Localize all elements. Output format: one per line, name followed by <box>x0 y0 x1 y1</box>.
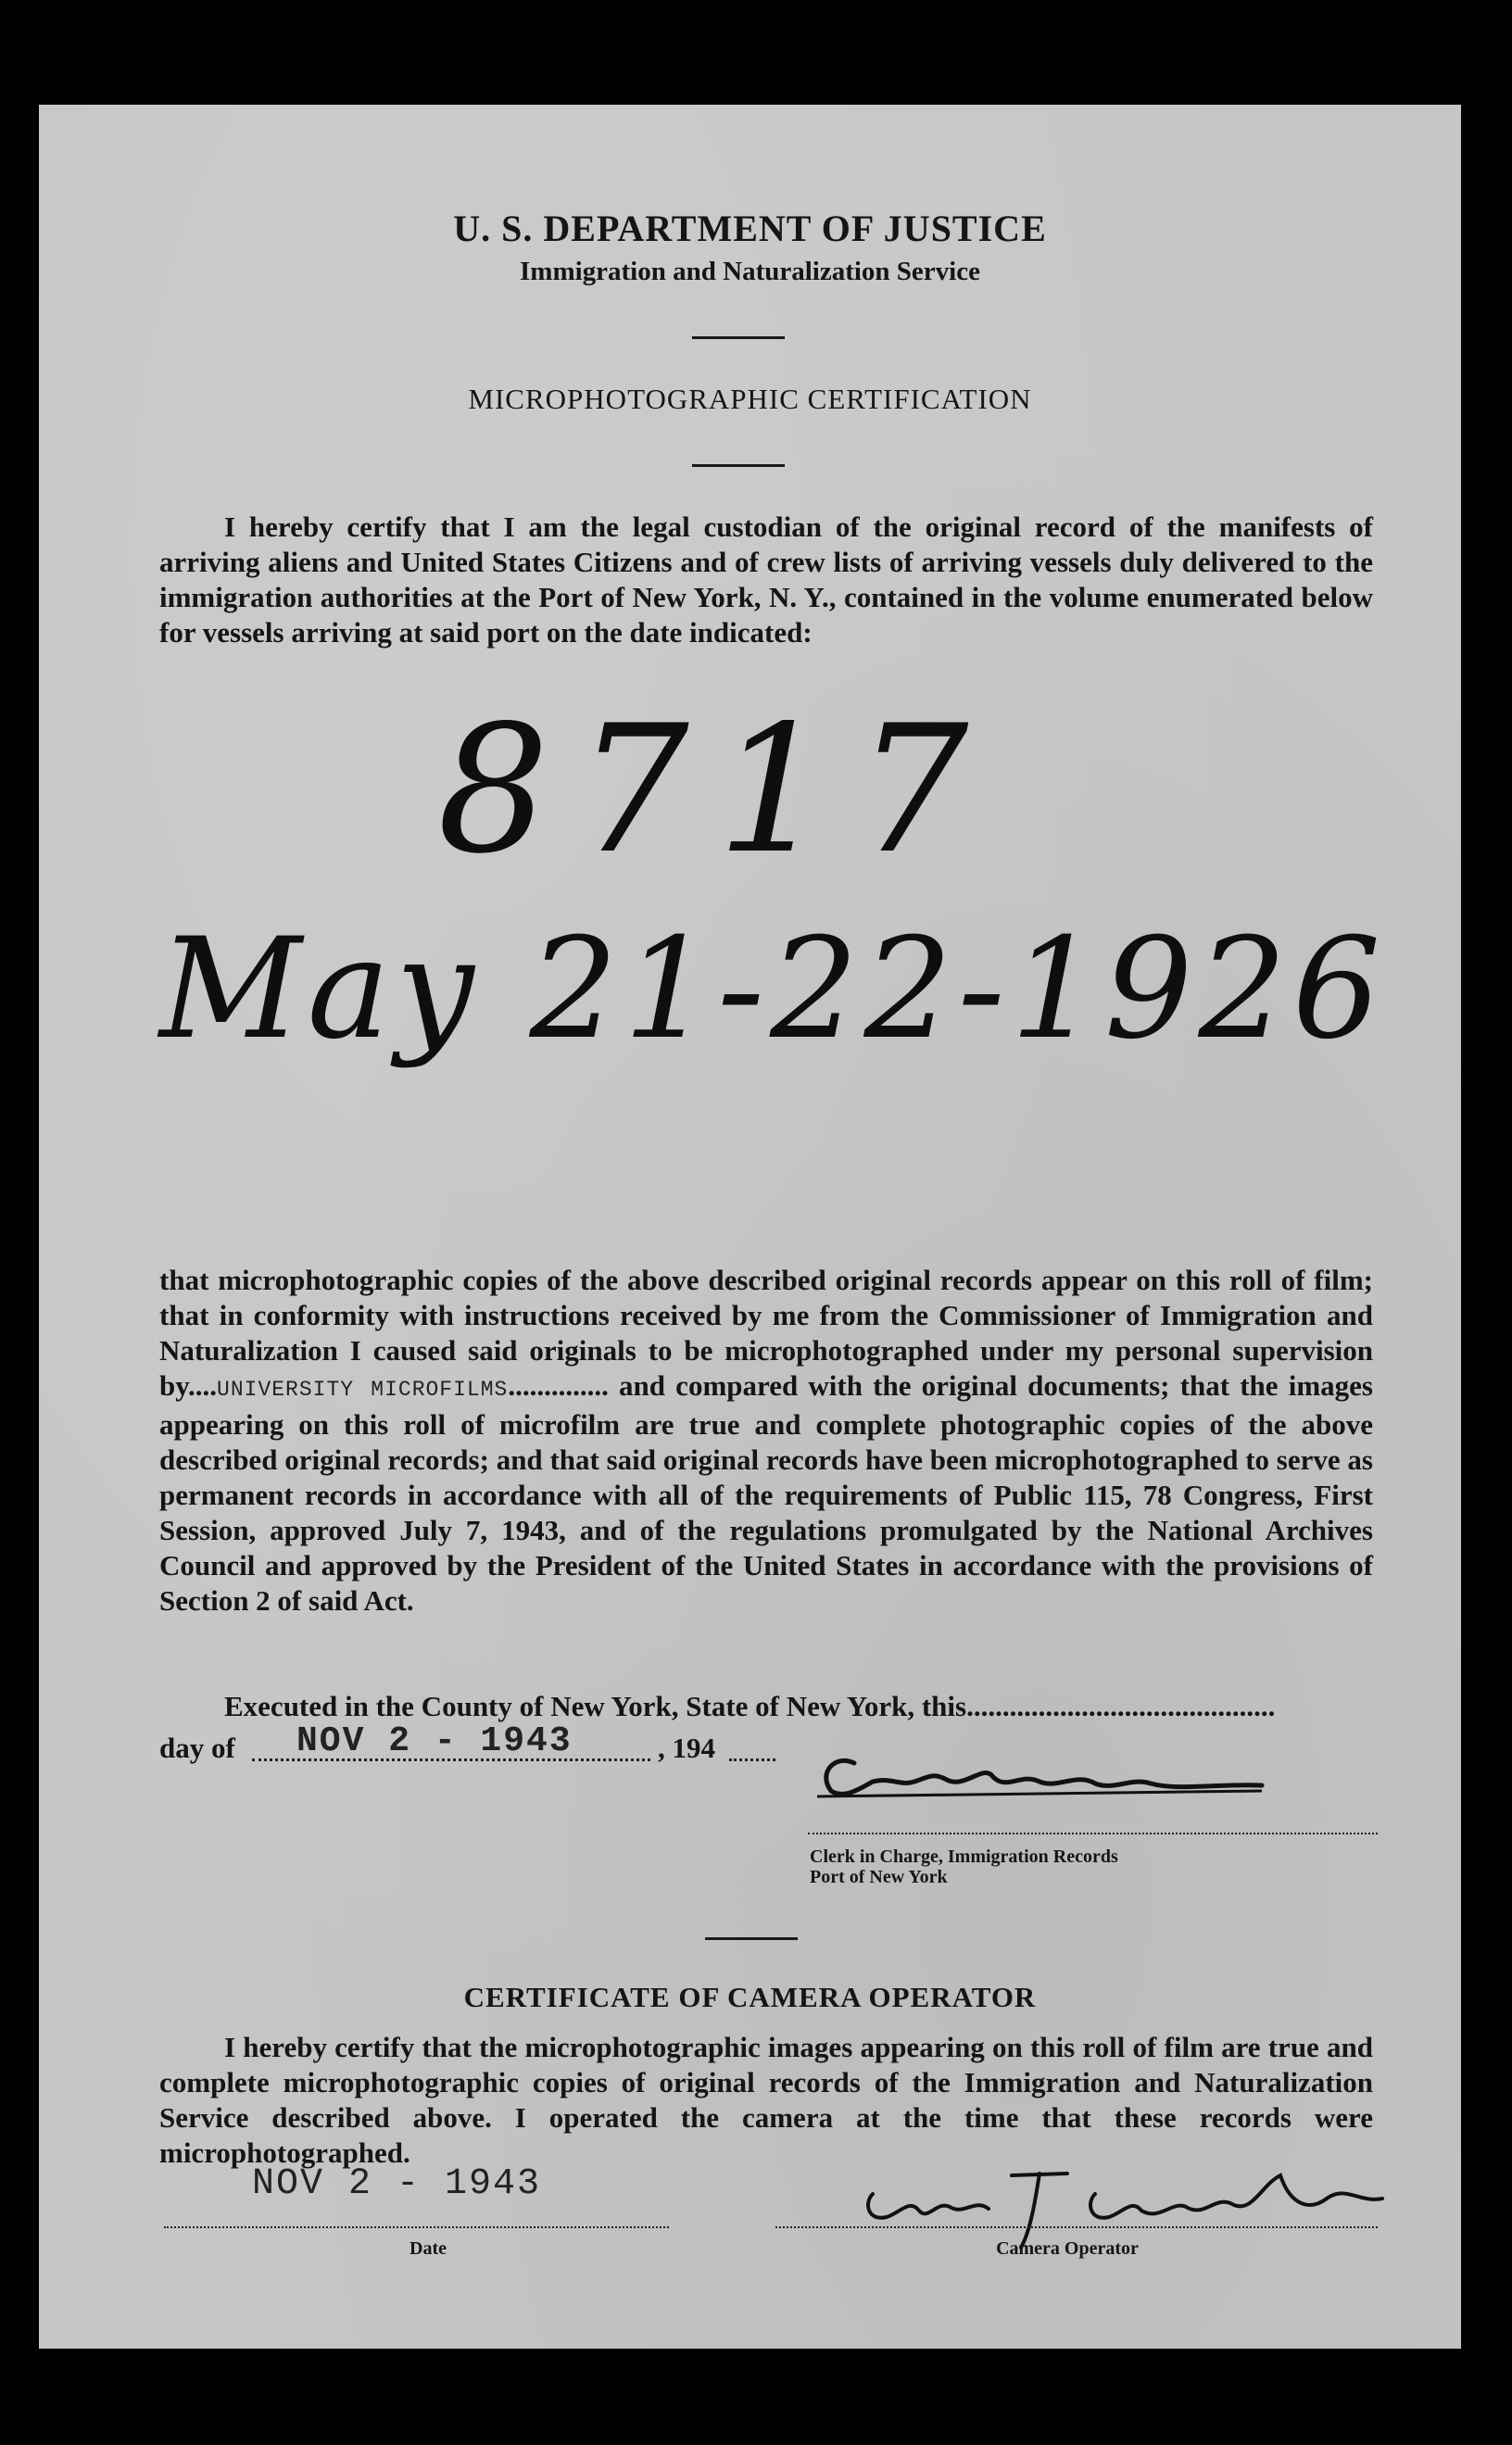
clerk-signature-line <box>808 1833 1378 1834</box>
clerk-title-block <box>810 1846 1366 1887</box>
clerk-location: Port of New York <box>810 1867 948 1887</box>
camera-date-stamp: NOV 2 - 1943 <box>252 2163 542 2205</box>
department-heading: U. S. DEPARTMENT OF JUSTICE <box>453 208 1047 249</box>
handwritten-volume-dates: May 21-22-1926 <box>159 909 1387 1070</box>
day-of-label: day of <box>159 1732 235 1764</box>
date-label: Date <box>410 2238 447 2259</box>
certificate-page <box>39 105 1461 2349</box>
handwritten-volume-number: 8717 <box>437 687 997 892</box>
body-before-firm: that microphotographic copies of the above described original records appear on this roll of film; that in conformity with instructions received by me from the Commissioner of Immigration and Naturalization I caused said originals to be microphotographed under my personal supervision by <box>159 1264 1373 1402</box>
year-prefix: , 194 <box>658 1732 715 1764</box>
divider-rule <box>705 1937 798 1940</box>
body-paragraph: that microphotographic copies of the above described original records appear on this roll of film; that in conformity with instructions received by me from the Commissioner of Immigration and Naturalization I caused said originals to be microphotographed under my personal supervision by....UNIVERSITY MICROFILMS.............. and compared with the original documents; that the images appearing on this roll of microfilm are true and complete photographic copies of the above described original records; and that said original records have been microphotographed to serve as permanent records in accordance with all of the requirements of Public 115, 78 Congress, First Session, approved July 7, 1943, and of the regulations promulgated by the National Archives Council and approved by the President of the United States in accordance with the provisions of Section 2 of said Act. <box>159 1264 1373 1617</box>
clerk-title: Clerk in Charge, Immigration Records <box>810 1846 1118 1867</box>
camera-operator-signature-line <box>775 2226 1378 2228</box>
camera-operator-label: Camera Operator <box>996 2238 1139 2259</box>
body-after-firm: and compared with the original documents; that the images appearing on this roll of microfilm are true and complete photographic copies of the above described original records; and that said original records have been microphotographed to serve as permanent records in accordance with all of the requirements of Public 115, 78 Congress, First Session, approved July 7, 1943, and of the regulations promulgated by the National Archives Council and approved by the President of the United States in accordance with the provisions of Section 2 of said Act. <box>159 1369 1373 1617</box>
clerk-signature <box>780 1735 1373 1809</box>
divider-rule <box>692 336 785 339</box>
camera-operator-title: CERTIFICATE OF CAMERA OPERATOR <box>463 1981 1037 2013</box>
executed-text: Executed in the County of New York, State of New York, this <box>224 1690 967 1722</box>
executed-line: Executed in the County of New York, State of New York, this........................................... <box>224 1690 1276 1722</box>
service-subheading: Immigration and Naturalization Service <box>520 257 980 286</box>
year-dotted-line <box>729 1758 775 1761</box>
executed-date-stamp: NOV 2 - 1943 <box>296 1721 573 1761</box>
camera-operator-paragraph: I hereby certify that the microphotographic images appearing on this roll of film are true and complete microphotographic copies of original records of the Immigration and Naturalization Service described above. I operated the camera at the time that these records were microphotographed. <box>159 2031 1373 2169</box>
divider-rule <box>692 464 785 467</box>
camera-operator-signature <box>845 2148 1401 2250</box>
filming-firm-stamp: UNIVERSITY MICROFILMS <box>217 1378 509 1402</box>
intro-paragraph: I hereby certify that I am the legal custodian of the original record of the manifests of arriving aliens and United States Citizens and of crew lists of arriving vessels duly delivered to the immigration authorities at the Port of New York, N. Y., contained in the volume enumerated below for vessels arriving at said port on the date indicated: <box>159 510 1373 649</box>
form-title: MICROPHOTOGRAPHIC CERTIFICATION <box>468 383 1032 415</box>
camera-date-line <box>164 2226 669 2228</box>
